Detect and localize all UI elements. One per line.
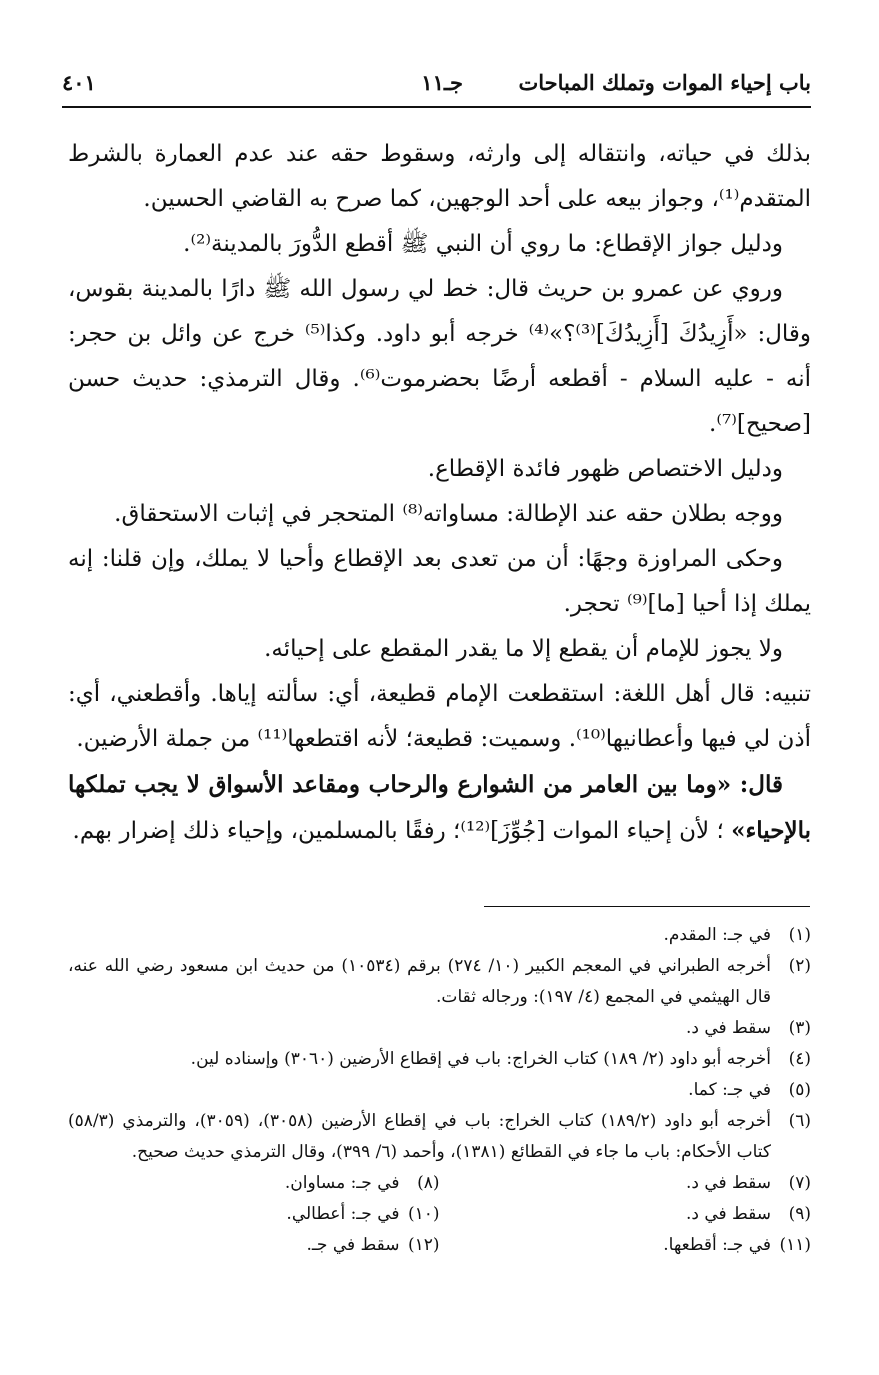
ruling-explanation: ؛ لأن إحياء الموات [جُوِّزَ]⁽¹²⁾؛ رفقًا بالمسلمين، وإحياء ذلك إضرار بهم.	[72, 818, 732, 844]
footnote-number: (٨)	[417, 1173, 440, 1193]
paragraph: ودليل الاختصاص ظهور فائدة الإقطاع.	[427, 456, 783, 482]
footnote-number: (١٢)	[407, 1235, 440, 1255]
footnote-number: (١١)	[779, 1235, 811, 1255]
running-header	[62, 58, 811, 108]
footnote	[440, 1230, 812, 1261]
footnote-row	[68, 1230, 811, 1261]
paragraph	[68, 762, 811, 854]
footnote-number: (٩)	[788, 1204, 811, 1224]
footnote-number: (١٠)	[407, 1204, 440, 1224]
footnote-text: في جـ: مساوان.	[284, 1173, 400, 1193]
footnote-number: (٥)	[788, 1080, 811, 1100]
main-text	[68, 132, 811, 854]
footnote	[68, 920, 811, 951]
footnote-text: في جـ: أعطالي.	[286, 1204, 400, 1224]
footnote-row	[68, 1199, 811, 1230]
footnote-text: سقط في د.	[685, 1204, 771, 1224]
chapter-title: باب إحياء الموات وتملك المباحات	[518, 70, 811, 95]
footnote-number: (١)	[788, 925, 811, 945]
footnote-number: (٣)	[788, 1018, 811, 1038]
footnote	[68, 1044, 811, 1075]
volume-label: جـ١١	[421, 70, 463, 95]
footnote-number: (٦)	[788, 1111, 811, 1131]
footnote-separator	[484, 906, 810, 907]
footnote	[68, 1230, 440, 1261]
footnote-number: (٧)	[788, 1173, 811, 1193]
footnote-text: أخرجه أبو داود (٢/ ١٨٩) كتاب الخراج: باب في إقطاع الأرضين (٣٠٦٠) وإسناده لين.	[190, 1049, 771, 1069]
footnote-text: أخرجه الطبراني في المعجم الكبير (١٠/ ٢٧٤) برقم (١٠٥٣٤) من حديث ابن مسعود رضي الله عنه، قال الهيثمي في المجمع (٤/ ١٩٧): ورجاله ثقات.	[68, 956, 771, 1007]
footnote-text: سقط في د.	[685, 1018, 771, 1038]
paragraph: بذلك في حياته، وانتقاله إلى وارثه، وسقوط حقه عند عدم العمارة بالشرط المتقدم⁽¹⁾، وجواز بيعه على أحد الوجهين، كما صرح به القاضي الحسين.	[68, 141, 811, 212]
footnote	[68, 1199, 440, 1230]
footnote-number: (٤)	[788, 1049, 811, 1069]
footnote-number: (٢)	[788, 956, 811, 976]
page-number: ٤٠١	[62, 70, 96, 95]
footnote-text: أخرجه أبو داود (١٨٩/٢) كتاب الخراج: باب في إقطاع الأرضين (٣٠٥٨)، (٣٠٥٩)، والترمذي (٥٨/٣) كتاب الأحكام: باب ما جاء في القطائع (١٣٨١)، وأحمد (٦/ ٣٩٩)، وقال الترمذي حديث صحيح.	[68, 1111, 771, 1162]
paragraph: وحكى المراوزة وجهًا: أن من تعدى بعد الإقطاع وأحيا لا يملك، وإن قلنا: إنه يملك إذا أحيا [ما]⁽⁹⁾ تحجر.	[68, 546, 811, 617]
paragraph: تنبيه: قال أهل اللغة: استقطعت الإمام قطيعة، أي: سألته إياها. وأقطعني، أي: أذن لي فيها وأعطانيها⁽¹⁰⁾. وسميت: قطيعة؛ لأنه اقتطعها⁽¹¹⁾ من جملة الأرضين.	[68, 681, 811, 752]
paragraph: ولا يجوز للإمام أن يقطع إلا ما يقدر المقطع على إحيائه.	[264, 636, 783, 662]
paragraph: وروي عن عمرو بن حريث قال: خط لي رسول الله ﷺ دارًا بالمدينة بقوس، وقال: «أَزِيدُكَ [أَزِيدُكَ]⁽³⁾؟»⁽⁴⁾ خرجه أبو داود. وكذا⁽⁵⁾ خرج عن وائل بن حجر: أنه - عليه السلام - أقطعه أرضًا بحضرموت⁽⁶⁾. وقال الترمذي: حديث حسن [صحيح]⁽⁷⁾.	[68, 276, 812, 437]
footnote	[68, 1168, 440, 1199]
footnote	[68, 1013, 811, 1044]
footnote	[440, 1168, 812, 1199]
paragraph: ووجه بطلان حقه عند الإطالة: مساواته⁽⁸⁾ المتحجر في إثبات الاستحقاق.	[114, 501, 783, 527]
footnote-text: في جـ: المقدم.	[663, 925, 771, 945]
footnote	[68, 1106, 811, 1168]
paragraph: ودليل جواز الإقطاع: ما روي أن النبي ﷺ أقطع الدُّورَ بالمدينة⁽²⁾.	[183, 231, 783, 257]
quoted-ruling: قال: «وما بين العامر من الشوارع والرحاب ومقاعد الأسواق لا يجب تملكها بالإحياء»	[68, 771, 811, 844]
footnote-text: في جـ: كما.	[688, 1080, 771, 1100]
footnote	[68, 1075, 811, 1106]
footnote-text: سقط في د.	[685, 1173, 771, 1193]
footnote-text: سقط في جـ.	[306, 1235, 400, 1255]
footnotes	[68, 920, 811, 1261]
footnote-text: في جـ: أقطعها.	[663, 1235, 771, 1255]
footnote-row	[68, 1168, 811, 1199]
footnote	[440, 1199, 812, 1230]
footnote	[68, 951, 811, 1013]
